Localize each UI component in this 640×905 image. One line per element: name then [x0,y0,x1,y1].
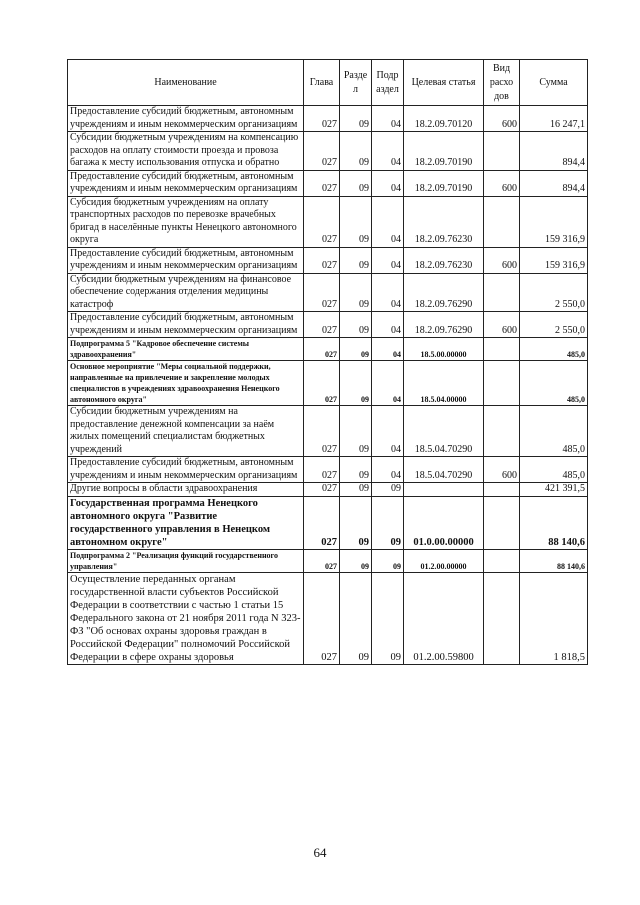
row-expense-type [484,549,520,572]
row-chapter: 027 [304,170,340,196]
row-target: 18.5.04.00000 [404,361,484,406]
row-target: 18.2.09.70120 [404,106,484,132]
row-expense-type [484,338,520,361]
row-expense-type [484,361,520,406]
row-name: Предоставление субсидий бюджетным, автономным учреждениям и иным некоммерческим организациям [68,312,304,338]
row-amount: 485,0 [520,406,588,457]
table-row [68,406,588,457]
table-row [68,196,588,247]
row-amount: 16 247,1 [520,106,588,132]
row-target: 18.2.09.76290 [404,273,484,312]
row-chapter: 027 [304,312,340,338]
row-expense-type: 600 [484,312,520,338]
row-section: 09 [340,106,372,132]
row-name: Государственная программа Ненецкого автономного округа "Развитие государственного управления в Ненецком автономном округе" [68,496,304,549]
row-name: Предоставление субсидий бюджетным, автономным учреждениям и иным некоммерческим организациям [68,106,304,132]
header-name: Наименование [68,60,304,106]
row-target: 18.5.04.70290 [404,457,484,483]
row-subsection: 04 [372,106,404,132]
row-section: 09 [340,457,372,483]
row-chapter: 027 [304,457,340,483]
row-expense-type [484,196,520,247]
header-row [68,60,588,106]
row-subsection: 04 [372,457,404,483]
row-chapter: 027 [304,361,340,406]
row-target: 18.2.09.76230 [404,196,484,247]
row-name: Субсидия бюджетным учреждениям на оплату транспортных расходов по перевозке врачебных бригад в населённые пункты Ненецкого автономного округа [68,196,304,247]
row-target [404,483,484,497]
table-body [68,106,588,665]
row-amount: 159 316,9 [520,196,588,247]
row-subsection: 04 [372,247,404,273]
row-amount: 2 550,0 [520,312,588,338]
row-target: 18.2.09.70190 [404,170,484,196]
row-target: 01.2.00.00000 [404,549,484,572]
header-chapter: Глава [304,60,340,106]
row-section: 09 [340,496,372,549]
row-section: 09 [340,338,372,361]
row-section: 09 [340,170,372,196]
row-chapter: 027 [304,572,340,664]
row-expense-type [484,572,520,664]
row-name: Предоставление субсидий бюджетным, автономным учреждениям и иным некоммерческим организациям [68,457,304,483]
row-name: Предоставление субсидий бюджетным, автономным учреждениям и иным некоммерческим организациям [68,170,304,196]
row-expense-type [484,132,520,171]
table-row [68,483,588,497]
row-chapter: 027 [304,196,340,247]
row-name: Подпрограмма 5 "Кадровое обеспечение системы здравоохранения" [68,338,304,361]
row-target: 01.2.00.59800 [404,572,484,664]
row-section: 09 [340,549,372,572]
row-section: 09 [340,273,372,312]
row-name: Другие вопросы в области здравоохранения [68,483,304,497]
table-row [68,106,588,132]
row-subsection: 09 [372,572,404,664]
header-target: Целевая статья [404,60,484,106]
table-row [68,361,588,406]
row-amount: 485,0 [520,361,588,406]
table-row [68,273,588,312]
table-row [68,572,588,664]
table-row [68,312,588,338]
row-chapter: 027 [304,549,340,572]
row-chapter: 027 [304,247,340,273]
row-section: 09 [340,361,372,406]
row-target: 18.2.09.76290 [404,312,484,338]
table-row [68,170,588,196]
row-expense-type: 600 [484,457,520,483]
row-subsection: 09 [372,483,404,497]
row-chapter: 027 [304,496,340,549]
row-subsection: 04 [372,170,404,196]
row-amount: 894,4 [520,170,588,196]
row-subsection: 09 [372,549,404,572]
row-chapter: 027 [304,483,340,497]
row-chapter: 027 [304,338,340,361]
row-section: 09 [340,312,372,338]
row-subsection: 04 [372,361,404,406]
row-expense-type: 600 [484,170,520,196]
row-target: 18.2.09.70190 [404,132,484,171]
row-amount: 88 140,6 [520,549,588,572]
header-expense-type: Вид расхо дов [484,60,520,106]
row-amount: 159 316,9 [520,247,588,273]
table-row [68,457,588,483]
row-target: 18.2.09.76230 [404,247,484,273]
header-section: Разде л [340,60,372,106]
row-chapter: 027 [304,406,340,457]
row-name: Предоставление субсидий бюджетным, автономным учреждениям и иным некоммерческим организациям [68,247,304,273]
row-subsection: 09 [372,496,404,549]
table-row [68,496,588,549]
row-section: 09 [340,572,372,664]
row-subsection: 04 [372,312,404,338]
row-target: 01.0.00.00000 [404,496,484,549]
table-row [68,132,588,171]
table-row [68,338,588,361]
row-amount: 421 391,5 [520,483,588,497]
row-target: 18.5.04.70290 [404,406,484,457]
row-expense-type: 600 [484,247,520,273]
row-expense-type: 600 [484,106,520,132]
row-section: 09 [340,132,372,171]
row-name: Подпрограмма 2 "Реализация функций государственного управления" [68,549,304,572]
row-expense-type [484,483,520,497]
row-name: Субсидии бюджетным учреждениям на предоставление денежной компенсации за наём жилых помещений специалистам бюджетных учреждений [68,406,304,457]
row-subsection: 04 [372,273,404,312]
header-amount: Сумма [520,60,588,106]
table-row [68,549,588,572]
row-amount: 485,0 [520,338,588,361]
row-amount: 485,0 [520,457,588,483]
row-section: 09 [340,196,372,247]
row-section: 09 [340,483,372,497]
row-expense-type [484,406,520,457]
row-subsection: 04 [372,196,404,247]
row-name: Осуществление переданных органам государственной власти субъектов Российской Федерации в соответствии с частью 1 статьи 15 Федерального закона от 21 ноября 2011 года N 323-ФЗ "Об основах охраны здоровья граждан в Российской Федерации" полномочий Российской Федерации в сфере охраны здоровья [68,572,304,664]
row-section: 09 [340,406,372,457]
row-name: Субсидии бюджетным учреждениям на компенсацию расходов на оплату стоимости проезда и провоза багажа к месту использования отпуска и обратно [68,132,304,171]
header-subsection: Подр аздел [372,60,404,106]
row-target: 18.5.00.00000 [404,338,484,361]
row-chapter: 027 [304,132,340,171]
page-number: 64 [313,845,327,860]
row-subsection: 04 [372,132,404,171]
row-expense-type [484,496,520,549]
row-expense-type [484,273,520,312]
row-amount: 88 140,6 [520,496,588,549]
row-amount: 894,4 [520,132,588,171]
row-subsection: 04 [372,338,404,361]
row-chapter: 027 [304,273,340,312]
row-amount: 1 818,5 [520,572,588,664]
budget-table [67,59,588,665]
row-chapter: 027 [304,106,340,132]
row-name: Субсидии бюджетным учреждениям на финансовое обеспечение содержания отделения медицины катастроф [68,273,304,312]
row-amount: 2 550,0 [520,273,588,312]
row-name: Основное мероприятие "Меры социальной поддержки, направленные на привлечение и закрепление молодых специалистов в учреждениях здравоохранения Ненецкого автономного округа" [68,361,304,406]
row-section: 09 [340,247,372,273]
row-subsection: 04 [372,406,404,457]
table-row [68,247,588,273]
